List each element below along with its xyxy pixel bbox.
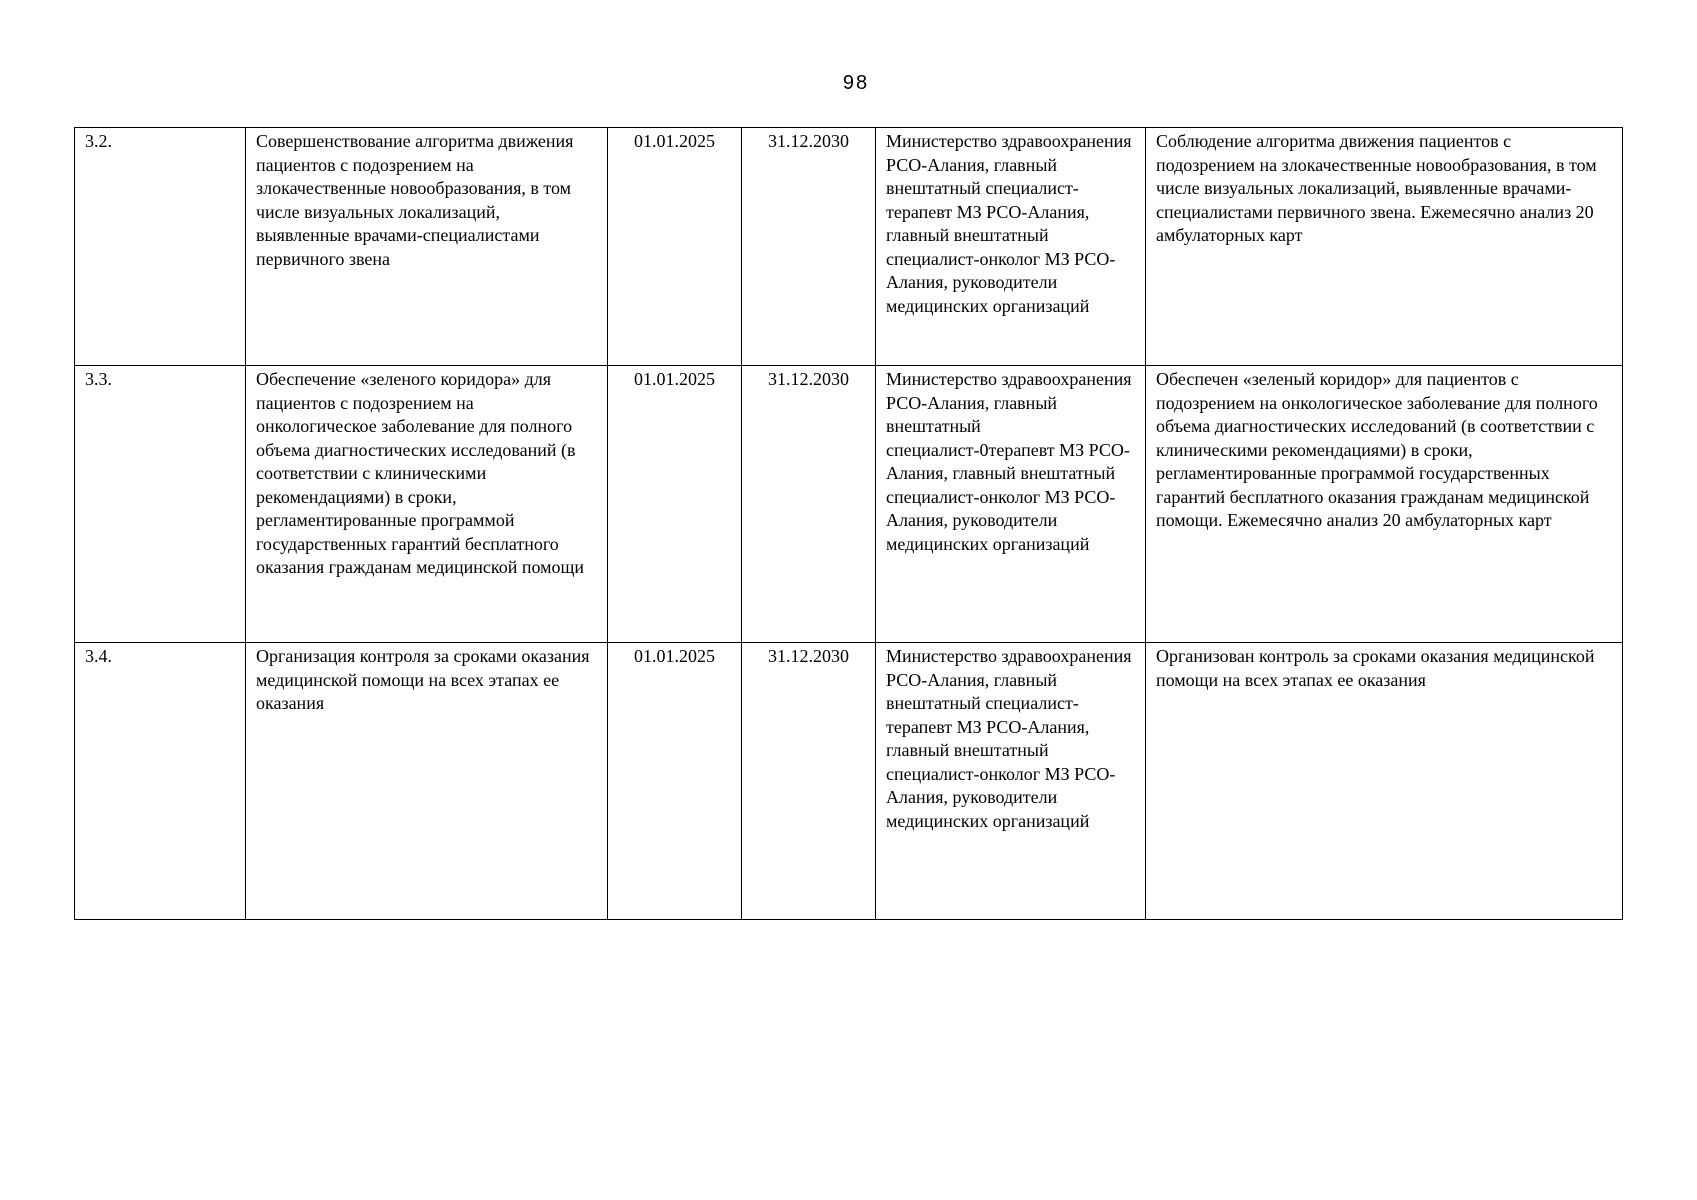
row-number-cell: 3.2. (75, 128, 246, 366)
responsible-cell: Министерство здравоохранения РСО-Алания, главный внештатный специалист-0терапевт МЗ РСО-Алания, главный внештатный специалист-онколог МЗ РСО-Алания, руководители медицинских организаций (876, 366, 1146, 643)
end-date-cell: 31.12.2030 (742, 128, 876, 366)
table-row (75, 643, 1623, 920)
responsible-cell: Министерство здравоохранения РСО-Алания, главный внештатный специалист-терапевт МЗ РСО-Алания, главный внештатный специалист-онколог МЗ РСО-Алания, руководители медицинских организаций (876, 643, 1146, 920)
result-cell: Организован контроль за сроками оказания медицинской помощи на всех этапах ее оказания (1146, 643, 1623, 920)
page-number: 98 (842, 72, 870, 94)
table-row (75, 128, 1623, 366)
result-cell: Соблюдение алгоритма движения пациентов с подозрением на злокачественные новообразования, в том числе визуальных локализаций, выявленные врачами-специалистами первичного звена. Ежемесячно анализ 20 амбулаторных карт (1146, 128, 1623, 366)
event-cell: Совершенствование алгоритма движения пациентов с подозрением на злокачественные новообразования, в том числе визуальных локализаций, выявленные врачами-специалистами первичного звена (246, 128, 608, 366)
start-date-cell: 01.01.2025 (608, 643, 742, 920)
responsible-cell: Министерство здравоохранения РСО-Алания, главный внештатный специалист-терапевт МЗ РСО-Алания, главный внештатный специалист-онколог МЗ РСО-Алания, руководители медицинских организаций (876, 128, 1146, 366)
end-date-cell: 31.12.2030 (742, 643, 876, 920)
end-date-cell: 31.12.2030 (742, 366, 876, 643)
row-number-cell: 3.3. (75, 366, 246, 643)
event-cell: Организация контроля за сроками оказания медицинской помощи на всех этапах ее оказания (246, 643, 608, 920)
event-cell: Обеспечение «зеленого коридора» для пациентов с подозрением на онкологическое заболевание для полного объема диагностических исследований (в соответствии с клиническими рекомендациями) в сроки, регламентированные программой государственных гарантий бесплатного оказания гражданам медицинской помощи (246, 366, 608, 643)
table-row (75, 366, 1623, 643)
row-number-cell: 3.4. (75, 643, 246, 920)
result-cell: Обеспечен «зеленый коридор» для пациентов с подозрением на онкологическое заболевание для полного объема диагностических исследований (в соответствии с клиническими рекомендациями) в сроки, регламентированные программой государственных гарантий бесплатного оказания гражданам медицинской помощи. Ежемесячно анализ 20 амбулаторных карт (1146, 366, 1623, 643)
plan-table (74, 127, 1623, 920)
start-date-cell: 01.01.2025 (608, 366, 742, 643)
start-date-cell: 01.01.2025 (608, 128, 742, 366)
